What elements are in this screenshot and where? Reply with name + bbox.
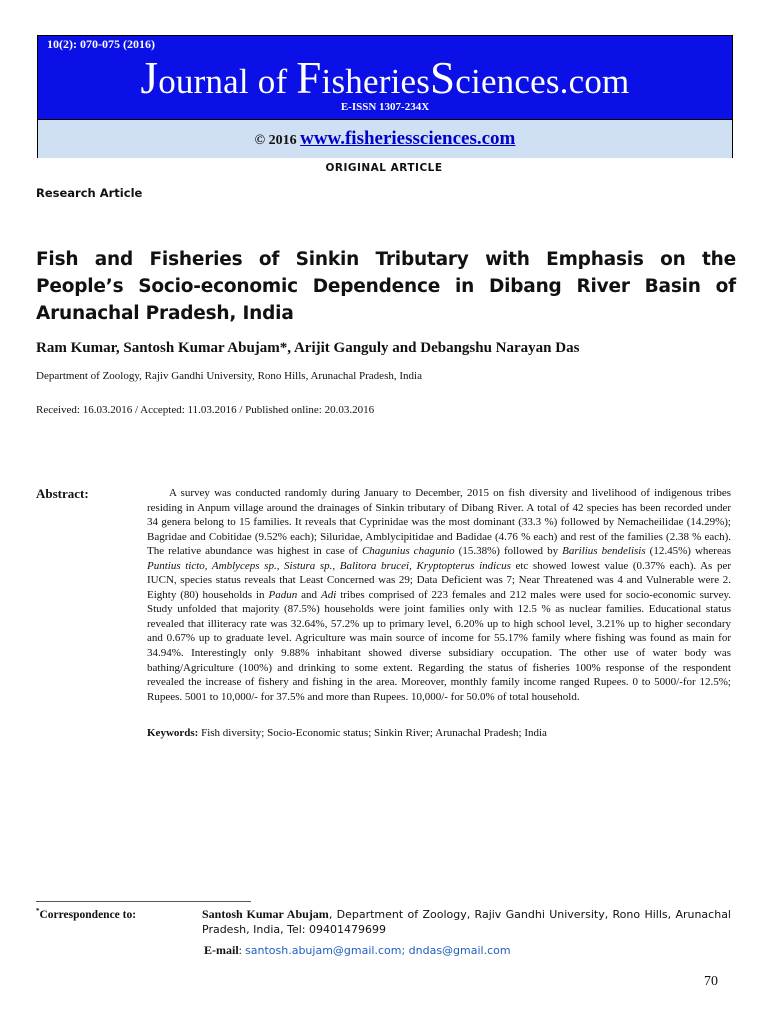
- banner-title-block: [38, 36, 732, 119]
- journal-title-cap-3: S: [430, 53, 456, 103]
- publication-dates: Received: 16.03.2016 / Accepted: 11.03.2016 / Published online: 20.03.2016: [36, 404, 375, 416]
- tribe-name: Adi: [320, 588, 337, 601]
- footnote-divider: [36, 901, 251, 902]
- species-name: Puntius ticto, Amblyceps sp., Sistura sp., Balitora brucei, Kryptopterus indicus: [147, 559, 511, 572]
- correspondence-details: [202, 907, 731, 937]
- journal-title-cap-1: J: [140, 53, 159, 103]
- abstract-segment: (15.38%) followed by: [454, 545, 563, 558]
- banner-copyright: [38, 119, 732, 158]
- correspondence-address: , Department of Zoology, Rajiv Gandhi University, Rono Hills, Arunachal Pradesh, India, Tel: 09401479699: [202, 908, 731, 936]
- article-category: Research Article: [36, 186, 143, 200]
- abstract-segment: and: [297, 588, 321, 601]
- keywords: [147, 727, 731, 739]
- correspondence-name: Santosh Kumar Abujam: [202, 907, 329, 921]
- journal-title: [38, 53, 732, 107]
- authors: Ram Kumar, Santosh Kumar Abujam*, Arijit Ganguly and Debangshu Narayan Das: [36, 340, 580, 356]
- abstract-text: [147, 486, 731, 704]
- eissn: E-ISSN 1307-234X: [340, 101, 430, 113]
- abstract-label: Abstract:: [36, 486, 89, 501]
- abstract-segment: tribes comprised of 223 females and 212 males were used for socio-economic survey. Study unfolded that majority (87.5%) households were joint families only with 12.5 % as nuclear families. Educational status revealed that illiteracy rate was 32.64%, 57.2% up to primary level, 6.20% up to high school level, 3.21% up to higher secondary and 0.67% up to graduate level. Agriculture was main source of income for 55.17% family where fishing was found as main for 34.94%. Interestingly only 9.88% inhabitant showed diverse subsidiary occupation. The other use of water body was bathing/Agriculture (100%) and drinking to some extent. Regarding the status of fisheries 100% response of the respondent revealed the increase of fishery and fishing in the area. Moreover, monthly family income ranged Rupees. 0 to 5000/-for 12.5%; Rupees. 5001 to 10,000/- for 37.5% and more than Rupees. 10,000/- for 50.0% of total household.: [147, 588, 732, 703]
- keywords-label: Keywords:: [147, 727, 199, 739]
- journal-banner: [37, 35, 733, 158]
- copyright-text: © 2016: [254, 133, 297, 148]
- journal-title-part-3: ciences.com: [455, 62, 630, 101]
- keywords-value: Fish diversity; Socio-Economic status; Sinkin River; Arunachal Pradesh; India: [201, 727, 547, 739]
- email-address[interactable]: santosh.abujam@gmail.com; dndas@gmail.com: [245, 944, 511, 957]
- correspondence-label-text: Correspondence to:: [39, 908, 137, 921]
- correspondence-email: E-mail: santosh.abujam@gmail.com; dndas@gmail.com: [204, 943, 511, 957]
- species-name: Barilius bendelisis: [562, 545, 646, 558]
- paper-title: Fish and Fisheries of Sinkin Tributary with Emphasis on the People’s Socio-economic Dependence in Dibang River Basin of Arunachal Pradesh, India: [36, 249, 736, 324]
- abstract-segment: (12.45%) whereas: [645, 545, 731, 558]
- journal-title-cap-2: F: [296, 53, 322, 103]
- abstract-segment: A survey was conducted randomly during January to December, 2015 on fish diversity and livelihood of indigenous tribes residing in Anpum village around the drainages of Sinkin tributary of Dibang River. A total of 42 species has been recorded under 34 genera belong to 15 families. It reveals that Cyprinidae was the most dominant (33.3 %) followed by Nemacheilidae (14.29%); Bagridae and Cobitidae (9.52% each); Siluridae, Amblycipitidae and Badidae (4.76 % each) and rest of the families (2.38 % each). The relative abundance was highest in case of: [147, 487, 731, 558]
- website-link[interactable]: www.fisheriessciences.com: [300, 128, 516, 149]
- journal-title-part-1: ournal of: [158, 62, 297, 101]
- correspondence-label: *Correspondence to:: [36, 907, 137, 921]
- journal-title-part-2: isheries: [321, 62, 431, 101]
- abstract-segment: etc showed lowest value (0.37% each). As per IUCN, species status reveals that Least Concerned was 29; Data Deficient was 7; Near Threatened was 4 and Vulnerable were 2. Eighty (80) households in: [147, 559, 731, 601]
- page-number: 70: [704, 974, 718, 989]
- affiliation: Department of Zoology, Rajiv Gandhi University, Rono Hills, Arunachal Pradesh, India: [36, 370, 422, 382]
- tribe-name: Padun: [268, 588, 298, 601]
- article-type: ORIGINAL ARTICLE: [325, 162, 443, 174]
- email-label: E-mail: [204, 943, 239, 957]
- issue-info: 10(2): 070-075 (2016): [47, 37, 155, 51]
- species-name: Chagunius chagunio: [361, 545, 455, 558]
